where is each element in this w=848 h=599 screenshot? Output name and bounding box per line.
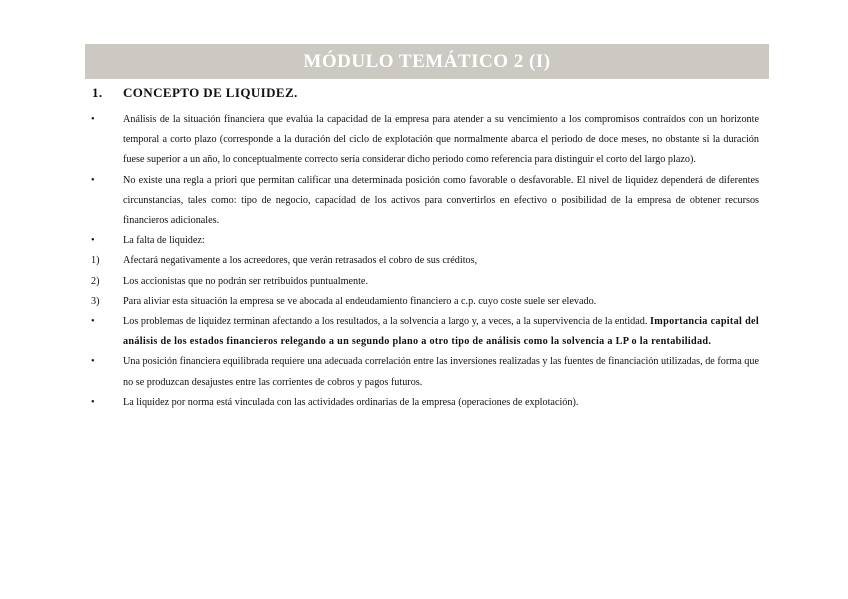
- item-text: Afectará negativamente a los acreedores, que verán retrasados el cobro de sus créditos,: [123, 255, 478, 267]
- page-title: MÓDULO TEMÁTICO 2 (I): [303, 50, 551, 72]
- section-number: 1.: [92, 85, 103, 100]
- number-marker: 1): [91, 255, 100, 267]
- content-list: [89, 110, 759, 413]
- list-item: [89, 312, 759, 352]
- bullet-marker: •: [91, 396, 95, 408]
- bullet-marker: •: [91, 356, 95, 368]
- item-text: Los accionistas que no podrán ser retribuidos puntualmente.: [123, 275, 369, 287]
- item-text: La falta de liquidez:: [123, 235, 205, 247]
- list-item: [89, 292, 759, 312]
- item-text: Una posición financiera equilibrada requiere una adecuada correlación entre las inversiones realizadas y las fuentes de financiación utilizadas, de forma que no se produzcan desajustes entre las corrientes de cobros y pagos futuros.: [123, 356, 759, 388]
- item-text: Para aliviar esta situación la empresa se ve abocada al endeudamiento financiero a c.p. cuyo coste suele ser elevado.: [123, 295, 597, 307]
- item-text-regular: Los problemas de liquidez terminan afectando a los resultados, a la solvencia a largo y, a veces, a la supervivencia de la entidad.: [123, 316, 651, 328]
- list-item: [89, 251, 759, 271]
- list-item: [89, 110, 759, 171]
- section-heading: [92, 85, 298, 101]
- item-text: [123, 312, 759, 352]
- list-item: [89, 352, 759, 392]
- list-item: [89, 231, 759, 251]
- bullet-marker: •: [91, 174, 95, 186]
- list-item: [89, 171, 759, 232]
- item-text: No existe una regla a priori que permitan calificar una determinada posición como favorable o desfavorable. El nivel de liquidez dependerá de diferentes circunstancias, tales como: tipo de negocio, capacidad de los activos para convertirlos en efectivo o posibilidad de la empresa de obtener recursos financieros adicionales.: [123, 174, 759, 227]
- list-item: [89, 393, 759, 413]
- number-marker: 3): [91, 295, 100, 307]
- item-text: La liquidez por norma está vinculada con las actividades ordinarias de la empresa (operaciones de explotación).: [123, 396, 579, 408]
- bullet-marker: •: [91, 114, 95, 125]
- header-bar: [85, 44, 769, 79]
- section-title: CONCEPTO DE LIQUIDEZ.: [123, 85, 298, 100]
- list-item: [89, 272, 759, 292]
- bullet-marker: •: [91, 316, 95, 328]
- item-text-emphasis: Importancia capital del análisis de los estados financieros relegando a un segundo plano a otro tipo de análisis como la solvencia a LP o la rentabilidad.: [123, 316, 759, 348]
- item-text: Análisis de la situación financiera que evalúa la capacidad de la empresa para atender a su vencimiento a los compromisos contraídos con un horizonte temporal a corto plazo (corresponde a la duración del ciclo de explotación que normalmente abarca el periodo de doce meses, no obstante si la duración fuese superior a un año, lo conceptualmente correcto sería considerar dicho periodo como referencia para distinguir el corto del largo plazo).: [123, 114, 759, 166]
- number-marker: 2): [91, 275, 100, 287]
- bullet-marker: •: [91, 235, 95, 247]
